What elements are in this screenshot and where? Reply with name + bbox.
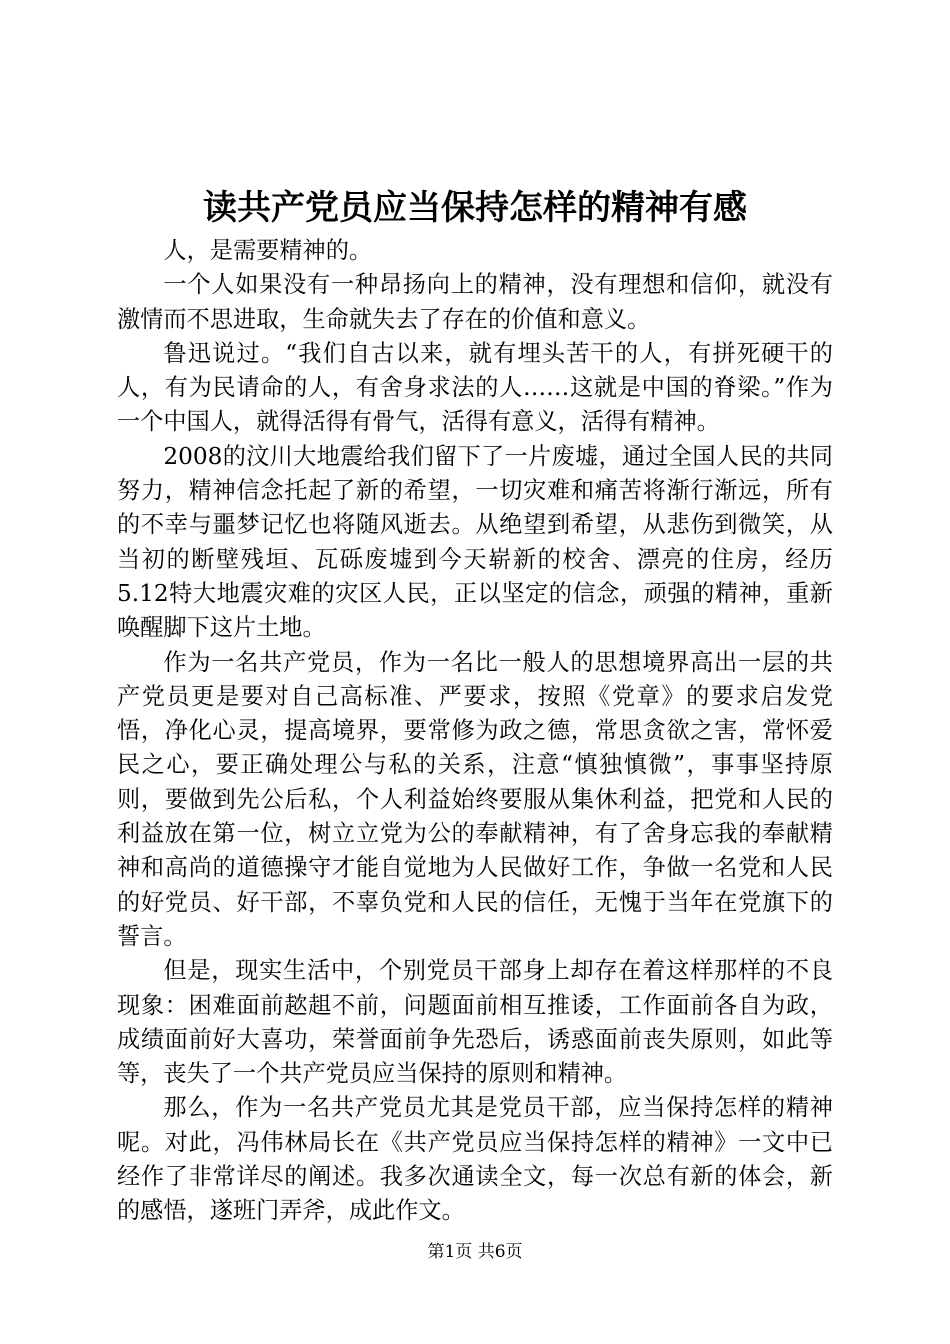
paragraph-7: 那么，作为一名共产党员尤其是党员干部，应当保持怎样的精神呢。对此，冯伟林局长在《共产党员应当保持怎样的精神》一文中已经作了非常详尽的阐述。我多次通读全文，每一次总有新的体会，新的感悟，遂班门弄斧，成此作文。: [117, 1094, 833, 1225]
paragraph-4: 2008的汶川大地震给我们留下了一片废墟，通过全国人民的共同努力，精神信念托起了新的希望，一切灾难和痛苦将渐行渐远，所有的不幸与噩梦记忆也将随风逝去。从绝望到希望，从悲伤到微笑，从当初的断壁残垣、瓦砾废墟到今天崭新的校舍、漂亮的住房，经历5.12特大地震灾难的灾区人民，正以坚定的信念，顽强的精神，重新唤醒脚下这片土地。: [117, 442, 833, 642]
document-title: 读共产党员应当保持怎样的精神有感: [203, 188, 747, 228]
page-number-footer: 第1页 共6页: [427, 1242, 523, 1262]
paragraph-1: 人，是需要精神的。: [163, 237, 373, 264]
paragraph-6: 但是，现实生活中，个别党员干部身上却存在着这样那样的不良现象：困难面前趑趄不前，问题面前相互推诿，工作面前各自为政，成绩面前好大喜功，荣誉面前争先恐后，诱惑面前丧失原则，如此等等，丧失了一个共产党员应当保持的原则和精神。: [117, 957, 833, 1088]
document-body: [117, 234, 833, 1229]
paragraph-5: 作为一名共产党员，作为一名比一般人的思想境界高出一层的共产党员更是要对自己高标准、严要求，按照《党章》的要求启发党悟，净化心灵，提高境界，要常修为政之德，常思贪欲之害，常怀爱民之心，要正确处理公与私的关系，注意“慎独慎微”，事事坚持原则，要做到先公后私，个人利益始终要服从集休利益，把党和人民的利益放在第一位，树立立党为公的奉献精神，有了舍身忘我的奉献精神和高尚的道德操守才能自觉地为人民做好工作，争做一名党和人民的好党员、好干部，不辜负党和人民的信任，无愧于当年在党旗下的誓言。: [117, 648, 833, 950]
paragraph-3: 鲁迅说过。“我们自古以来，就有埋头苦干的人，有拼死硬干的人，有为民请命的人，有舍身求法的人……这就是中国的脊梁。”作为一个中国人，就得活得有骨气，活得有意义，活得有精神。: [117, 339, 833, 436]
paragraph-2: 一个人如果没有一种昂扬向上的精神，没有理想和信仰，就没有激情而不思进取，生命就失去了存在的价值和意义。: [117, 271, 833, 333]
